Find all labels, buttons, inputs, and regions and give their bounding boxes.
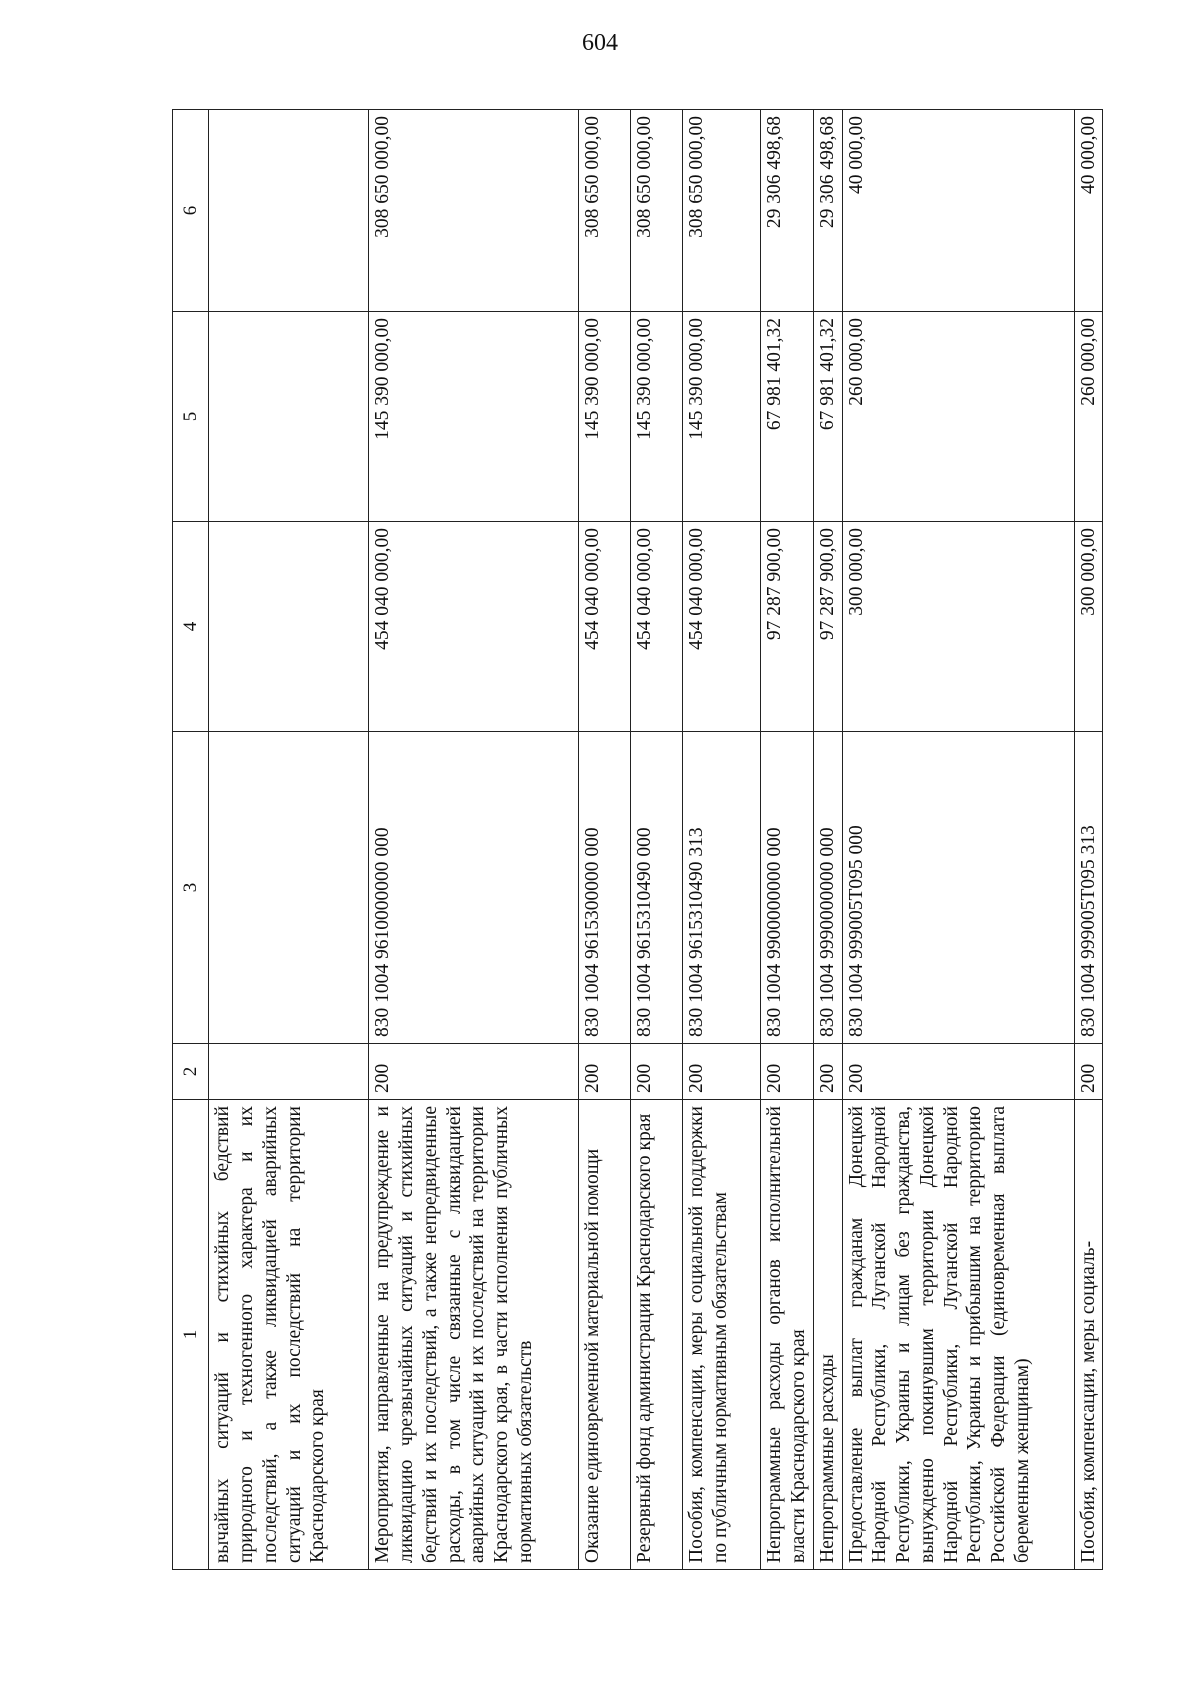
row-description: Оказание единовременной материальной помощи <box>579 1100 631 1570</box>
row-code: 830 1004 999005T095 313 <box>1074 732 1103 1044</box>
row-description: Пособия, компенсации, меры социальной поддержки по публичным нормативным обязательствам <box>683 1100 761 1570</box>
row-code: 830 1004 9990000000 000 <box>813 732 842 1044</box>
row-description: Непрограммные расходы <box>813 1100 842 1570</box>
row-amount-3: 308 650 000,00 <box>683 110 761 312</box>
table-row <box>1074 110 1103 1570</box>
column-header: 2 <box>173 1044 209 1100</box>
row-code: 830 1004 9615310490 000 <box>631 732 683 1044</box>
row-description: Непрограммные расходы органов исполнительной власти Краснодарского края <box>761 1100 814 1570</box>
row-amount-1: 97 287 900,00 <box>761 522 814 732</box>
row-amount-1: 454 040 000,00 <box>631 522 683 732</box>
row-code: 830 1004 9610000000 000 <box>369 732 579 1044</box>
column-header: 4 <box>173 522 209 732</box>
row-amount-1 <box>209 522 369 732</box>
row-amount-2: 145 390 000,00 <box>683 312 761 522</box>
row-group: 200 <box>369 1044 579 1100</box>
table-row <box>631 110 683 1570</box>
row-description: Пособия, компенсации, меры социаль- <box>1074 1100 1103 1570</box>
column-header: 1 <box>173 1100 209 1570</box>
row-group: 200 <box>579 1044 631 1100</box>
row-amount-3: 40 000,00 <box>1074 110 1103 312</box>
row-amount-1: 300 000,00 <box>842 522 1074 732</box>
row-amount-2 <box>209 312 369 522</box>
row-description: Предоставление выплат гражданам Донецкой Народной Республики, Луганской Народной Республики, Украины и лицам без гражданства, вынужденно покинувшим территории Донецкой Народной Республики, Луганской Народной Республики, Украины и прибывшим на территорию Российской Федерации (единовременная выплата беременным женщинам) <box>842 1100 1074 1570</box>
row-group: 200 <box>683 1044 761 1100</box>
table-row <box>761 110 814 1570</box>
row-amount-3: 40 000,00 <box>842 110 1074 312</box>
row-group: 200 <box>1074 1044 1103 1100</box>
row-description: Резервный фонд администрации Краснодарского края <box>631 1100 683 1570</box>
row-group: 200 <box>813 1044 842 1100</box>
row-amount-1: 300 000,00 <box>1074 522 1103 732</box>
table-row <box>683 110 761 1570</box>
row-amount-1: 454 040 000,00 <box>683 522 761 732</box>
row-amount-3 <box>209 110 369 312</box>
row-amount-3: 308 650 000,00 <box>579 110 631 312</box>
column-header: 6 <box>173 110 209 312</box>
budget-table <box>172 109 1103 1570</box>
row-code: 830 1004 9615300000 000 <box>579 732 631 1044</box>
row-amount-1: 454 040 000,00 <box>579 522 631 732</box>
column-header: 3 <box>173 732 209 1044</box>
row-code: 830 1004 999005T095 000 <box>842 732 1074 1044</box>
row-amount-2: 260 000,00 <box>842 312 1074 522</box>
row-amount-1: 454 040 000,00 <box>369 522 579 732</box>
row-amount-2: 67 981 401,32 <box>761 312 814 522</box>
row-amount-2: 260 000,00 <box>1074 312 1103 522</box>
row-description: вычайных ситуаций и стихийных бедствий природного и техногенного характера и их последствий, а также ликвидацией аварийных ситуаций и их последствий на территории Краснодарского края <box>209 1100 369 1570</box>
row-amount-2: 145 390 000,00 <box>369 312 579 522</box>
table-header-row <box>173 110 209 1570</box>
row-amount-3: 308 650 000,00 <box>631 110 683 312</box>
row-code: 830 1004 9900000000 000 <box>761 732 814 1044</box>
row-code: 830 1004 9615310490 313 <box>683 732 761 1044</box>
row-description: Мероприятия, направленные на предупреждение и ликвидацию чрезвычайных ситуаций и стихийных бедствий и их последствий, а также непредвиденные расходы, в том числе связанные с ликвидацией аварийных ситуаций и их последствий на территории Краснодарского края, в части исполнения публичных нормативных обязательств <box>369 1100 579 1570</box>
table-row <box>209 110 369 1570</box>
row-group: 200 <box>842 1044 1074 1100</box>
row-amount-3: 29 306 498,68 <box>813 110 842 312</box>
row-amount-3: 29 306 498,68 <box>761 110 814 312</box>
table-row <box>369 110 579 1570</box>
row-group <box>209 1044 369 1100</box>
table-row <box>842 110 1074 1570</box>
row-code <box>209 732 369 1044</box>
table-row <box>813 110 842 1570</box>
rotated-table-container <box>172 110 1162 1570</box>
row-amount-2: 67 981 401,32 <box>813 312 842 522</box>
row-group: 200 <box>631 1044 683 1100</box>
row-amount-3: 308 650 000,00 <box>369 110 579 312</box>
row-amount-2: 145 390 000,00 <box>579 312 631 522</box>
page-number: 604 <box>582 30 618 56</box>
row-amount-2: 145 390 000,00 <box>631 312 683 522</box>
row-amount-1: 97 287 900,00 <box>813 522 842 732</box>
row-group: 200 <box>761 1044 814 1100</box>
table-row <box>579 110 631 1570</box>
column-header: 5 <box>173 312 209 522</box>
